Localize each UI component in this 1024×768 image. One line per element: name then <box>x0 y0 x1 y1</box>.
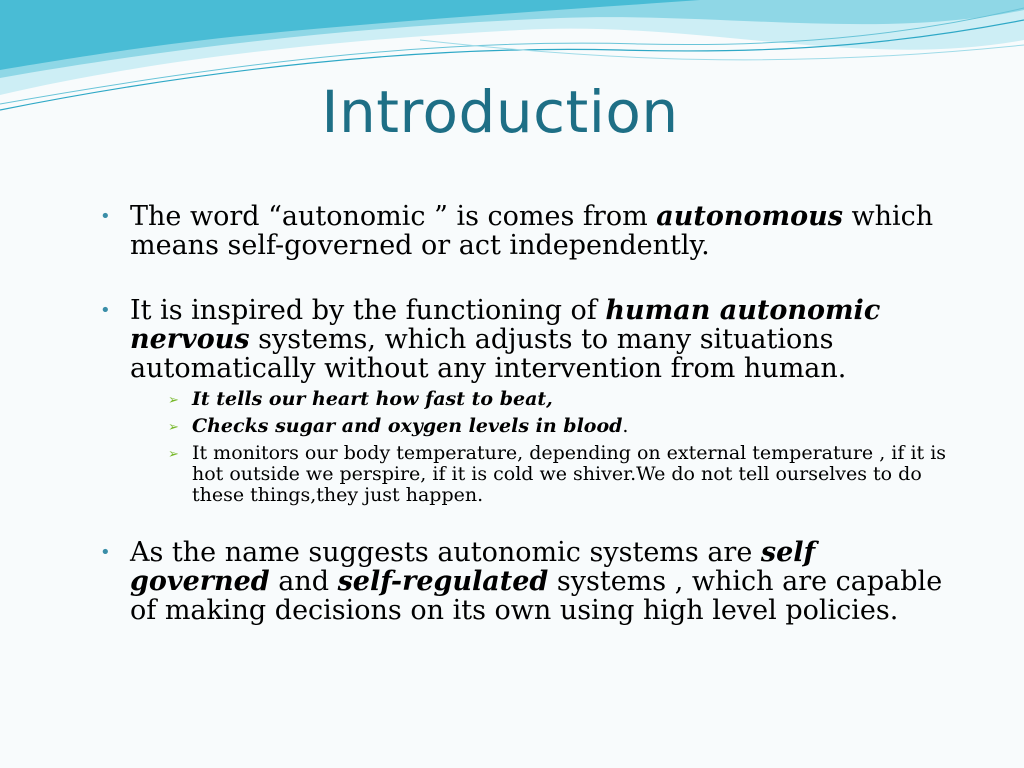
bullet1-text: The word “autonomic ” is comes from <box>130 201 657 232</box>
bullet3-text-end: systems , which are capable of making decisions on its own using high level policies. <box>130 566 943 626</box>
bullet-list <box>100 202 960 661</box>
bullet1-text-end: which means self-governed or act independently. <box>130 201 934 261</box>
bullet2-emphasis: human autonomic nervous <box>130 295 881 355</box>
bullet-dot-icon: • <box>100 300 111 321</box>
bullet3-text-mid: and <box>269 566 338 597</box>
bullet2-text: It is inspired by the functioning of <box>130 295 606 326</box>
arrow-bullet-icon: ➢ <box>168 447 179 462</box>
sub-item-sugar-text: Checks sugar and oxygen levels in blood <box>192 415 623 437</box>
sub-item-sugar-tail: . <box>622 415 629 437</box>
sub-item-temperature <box>168 443 960 506</box>
bullet2-text-end: systems, which adjusts to many situations automatically without any intervention from human. <box>130 324 847 384</box>
slide-title: Introduction <box>321 78 679 146</box>
sub-item-sugar <box>168 416 960 437</box>
sub-item-temperature-text: It monitors our body temperature, depending on external temperature , if it is hot outside we perspire, if it is cold we shiver.We do not tell ourselves to do these things,they just happen. <box>192 442 947 506</box>
bullet-dot-icon: • <box>100 542 111 563</box>
bullet3-emphasis-2: self-regulated <box>337 566 549 597</box>
bullet1-emphasis: autonomous <box>656 201 843 232</box>
sub-item-heart <box>168 389 960 410</box>
arrow-bullet-icon: ➢ <box>168 420 179 435</box>
bullet3-text: As the name suggests autonomic systems are <box>130 537 761 568</box>
bullet-item-inspiration <box>100 296 960 383</box>
sub-bullet-list <box>168 389 960 506</box>
sub-item-heart-text: It tells our heart how fast to beat, <box>192 388 553 410</box>
bullet-dot-icon: • <box>100 206 111 227</box>
bullet3-emphasis-1: self governed <box>130 537 816 597</box>
arrow-bullet-icon: ➢ <box>168 393 179 408</box>
bullet-item-self-governed <box>100 538 960 625</box>
bullet-item-autonomic-origin <box>100 202 960 260</box>
